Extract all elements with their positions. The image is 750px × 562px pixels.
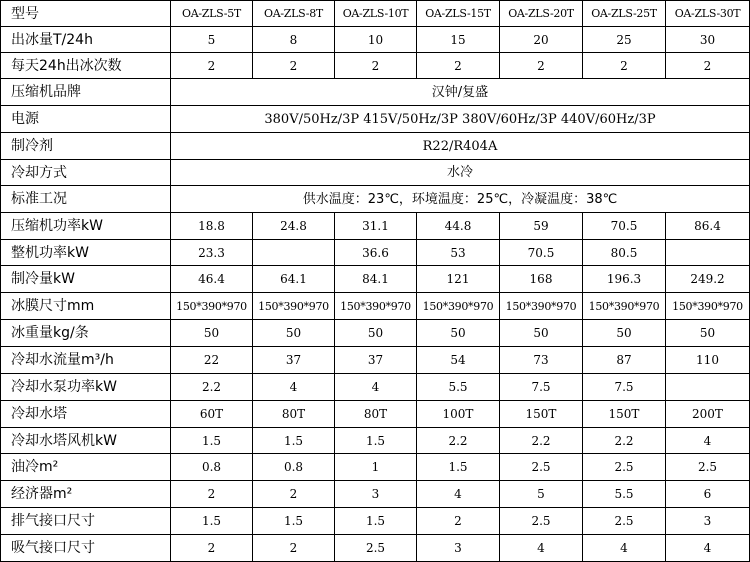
row-label-cell: 出冰量T/24h bbox=[1, 27, 171, 53]
row-label-cell: 冷却水塔风机kW bbox=[1, 428, 171, 454]
table-row bbox=[1, 53, 750, 79]
value-cell: 2 bbox=[253, 53, 335, 79]
value-cell: 0.8 bbox=[171, 454, 253, 481]
value-cell: 73 bbox=[500, 347, 583, 374]
value-cell: 249.2 bbox=[666, 266, 750, 293]
row-label-cell: 标准工况 bbox=[1, 186, 171, 213]
value-cell: 22 bbox=[171, 347, 253, 374]
model-header-cell: OA-ZLS-30T bbox=[666, 1, 750, 27]
value-cell: 7.5 bbox=[500, 374, 583, 401]
value-cell: 2 bbox=[583, 53, 666, 79]
value-cell: 20 bbox=[500, 27, 583, 53]
value-cell: 2 bbox=[253, 481, 335, 508]
value-cell: 150*390*970 bbox=[666, 293, 750, 320]
value-cell: 64.1 bbox=[253, 266, 335, 293]
value-cell: 5 bbox=[500, 481, 583, 508]
row-label-cell: 冰膜尺寸mm bbox=[1, 293, 171, 320]
table-row bbox=[1, 428, 750, 454]
merged-value-cell: 380V/50Hz/3P 415V/50Hz/3P 380V/60Hz/3P 440V/60Hz/3P bbox=[171, 106, 750, 133]
value-cell: 110 bbox=[666, 347, 750, 374]
value-cell: 5 bbox=[171, 27, 253, 53]
table-row bbox=[1, 186, 750, 213]
value-cell: 200T bbox=[666, 401, 750, 428]
value-cell: 37 bbox=[253, 347, 335, 374]
value-cell: 1.5 bbox=[171, 428, 253, 454]
value-cell: 84.1 bbox=[335, 266, 417, 293]
value-cell: 196.3 bbox=[583, 266, 666, 293]
model-header-cell: OA-ZLS-10T bbox=[335, 1, 417, 27]
value-cell: 2 bbox=[253, 535, 335, 562]
row-label-cell: 制冷剂 bbox=[1, 133, 171, 160]
value-cell: 2.2 bbox=[500, 428, 583, 454]
value-cell: 4 bbox=[666, 428, 750, 454]
row-label-cell: 冷却方式 bbox=[1, 160, 171, 186]
value-cell bbox=[253, 240, 335, 266]
value-cell: 2 bbox=[335, 53, 417, 79]
value-cell: 5.5 bbox=[583, 481, 666, 508]
value-cell: 23.3 bbox=[171, 240, 253, 266]
merged-value-cell: 供水温度：23℃，环境温度：25℃，冷凝温度：38℃ bbox=[171, 186, 750, 213]
value-cell: 1.5 bbox=[335, 428, 417, 454]
value-cell: 87 bbox=[583, 347, 666, 374]
merged-value-cell: 汉钟/复盛 bbox=[171, 79, 750, 106]
value-cell: 150*390*970 bbox=[171, 293, 253, 320]
value-cell: 25 bbox=[583, 27, 666, 53]
value-cell: 1.5 bbox=[335, 508, 417, 535]
row-label-cell: 电源 bbox=[1, 106, 171, 133]
value-cell: 18.8 bbox=[171, 213, 253, 240]
table-row bbox=[1, 266, 750, 293]
table-row bbox=[1, 535, 750, 562]
value-cell: 46.4 bbox=[171, 266, 253, 293]
value-cell: 150*390*970 bbox=[500, 293, 583, 320]
table-row bbox=[1, 213, 750, 240]
value-cell: 50 bbox=[500, 320, 583, 347]
value-cell: 10 bbox=[335, 27, 417, 53]
table-row bbox=[1, 240, 750, 266]
value-cell: 1.5 bbox=[417, 454, 500, 481]
value-cell: 2.5 bbox=[500, 508, 583, 535]
value-cell: 4 bbox=[417, 481, 500, 508]
value-cell: 2 bbox=[171, 535, 253, 562]
value-cell: 80T bbox=[253, 401, 335, 428]
table-row bbox=[1, 508, 750, 535]
value-cell: 1.5 bbox=[253, 508, 335, 535]
row-label-cell: 冷却水泵功率kW bbox=[1, 374, 171, 401]
value-cell: 50 bbox=[253, 320, 335, 347]
table-row bbox=[1, 79, 750, 106]
value-cell: 150T bbox=[583, 401, 666, 428]
table-row bbox=[1, 374, 750, 401]
value-cell: 70.5 bbox=[500, 240, 583, 266]
value-cell: 3 bbox=[417, 535, 500, 562]
value-cell: 2.2 bbox=[171, 374, 253, 401]
row-label-cell: 压缩机功率kW bbox=[1, 213, 171, 240]
value-cell: 15 bbox=[417, 27, 500, 53]
row-label-cell: 油冷m² bbox=[1, 454, 171, 481]
value-cell: 53 bbox=[417, 240, 500, 266]
value-cell: 2 bbox=[666, 53, 750, 79]
value-cell: 4 bbox=[253, 374, 335, 401]
value-cell: 50 bbox=[417, 320, 500, 347]
model-header-cell: OA-ZLS-5T bbox=[171, 1, 253, 27]
row-label-cell: 排气接口尺寸 bbox=[1, 508, 171, 535]
row-label-cell: 吸气接口尺寸 bbox=[1, 535, 171, 562]
value-cell: 2 bbox=[500, 53, 583, 79]
value-cell: 2 bbox=[171, 53, 253, 79]
value-cell: 44.8 bbox=[417, 213, 500, 240]
value-cell: 24.8 bbox=[253, 213, 335, 240]
value-cell: 2.5 bbox=[583, 508, 666, 535]
value-cell: 1.5 bbox=[171, 508, 253, 535]
value-cell: 80T bbox=[335, 401, 417, 428]
value-cell: 150*390*970 bbox=[583, 293, 666, 320]
value-cell bbox=[666, 374, 750, 401]
value-cell: 50 bbox=[583, 320, 666, 347]
row-label-cell: 整机功率kW bbox=[1, 240, 171, 266]
value-cell: 2.2 bbox=[417, 428, 500, 454]
row-label-cell: 冷却水流量m³/h bbox=[1, 347, 171, 374]
row-label-cell: 冰重量kg/条 bbox=[1, 320, 171, 347]
header-label-cell: 型号 bbox=[1, 1, 171, 27]
model-header-cell: OA-ZLS-25T bbox=[583, 1, 666, 27]
table-row bbox=[1, 293, 750, 320]
model-header-cell: OA-ZLS-15T bbox=[417, 1, 500, 27]
table-row bbox=[1, 160, 750, 186]
table-row bbox=[1, 347, 750, 374]
table-row bbox=[1, 106, 750, 133]
value-cell: 1.5 bbox=[253, 428, 335, 454]
value-cell: 37 bbox=[335, 347, 417, 374]
value-cell: 4 bbox=[583, 535, 666, 562]
value-cell: 4 bbox=[335, 374, 417, 401]
table-row bbox=[1, 481, 750, 508]
row-label-cell: 冷却水塔 bbox=[1, 401, 171, 428]
value-cell: 3 bbox=[666, 508, 750, 535]
merged-value-cell: 水冷 bbox=[171, 160, 750, 186]
value-cell: 4 bbox=[500, 535, 583, 562]
value-cell: 150T bbox=[500, 401, 583, 428]
value-cell: 86.4 bbox=[666, 213, 750, 240]
value-cell: 30 bbox=[666, 27, 750, 53]
value-cell: 121 bbox=[417, 266, 500, 293]
table-row bbox=[1, 320, 750, 347]
value-cell: 8 bbox=[253, 27, 335, 53]
table-row bbox=[1, 401, 750, 428]
value-cell: 70.5 bbox=[583, 213, 666, 240]
value-cell: 60T bbox=[171, 401, 253, 428]
value-cell bbox=[666, 240, 750, 266]
merged-value-cell: R22/R404A bbox=[171, 133, 750, 160]
value-cell: 2 bbox=[417, 508, 500, 535]
row-label-cell: 制冷量kW bbox=[1, 266, 171, 293]
value-cell: 150*390*970 bbox=[335, 293, 417, 320]
value-cell: 2.2 bbox=[583, 428, 666, 454]
value-cell: 150*390*970 bbox=[253, 293, 335, 320]
value-cell: 3 bbox=[335, 481, 417, 508]
value-cell: 59 bbox=[500, 213, 583, 240]
value-cell: 2.5 bbox=[583, 454, 666, 481]
value-cell: 50 bbox=[171, 320, 253, 347]
value-cell: 36.6 bbox=[335, 240, 417, 266]
value-cell: 2.5 bbox=[335, 535, 417, 562]
value-cell: 31.1 bbox=[335, 213, 417, 240]
value-cell: 150*390*970 bbox=[417, 293, 500, 320]
model-header-cell: OA-ZLS-8T bbox=[253, 1, 335, 27]
value-cell: 2 bbox=[171, 481, 253, 508]
table-row bbox=[1, 454, 750, 481]
value-cell: 2 bbox=[417, 53, 500, 79]
value-cell: 80.5 bbox=[583, 240, 666, 266]
value-cell: 1 bbox=[335, 454, 417, 481]
value-cell: 0.8 bbox=[253, 454, 335, 481]
table-row bbox=[1, 133, 750, 160]
row-label-cell: 经济器m² bbox=[1, 481, 171, 508]
value-cell: 7.5 bbox=[583, 374, 666, 401]
value-cell: 50 bbox=[335, 320, 417, 347]
value-cell: 4 bbox=[666, 535, 750, 562]
value-cell: 2.5 bbox=[500, 454, 583, 481]
row-label-cell: 压缩机品牌 bbox=[1, 79, 171, 106]
table-row bbox=[1, 27, 750, 53]
row-label-cell: 每天24h出冰次数 bbox=[1, 53, 171, 79]
model-header-cell: OA-ZLS-20T bbox=[500, 1, 583, 27]
value-cell: 50 bbox=[666, 320, 750, 347]
value-cell: 100T bbox=[417, 401, 500, 428]
table-header-row bbox=[1, 1, 750, 27]
value-cell: 5.5 bbox=[417, 374, 500, 401]
value-cell: 54 bbox=[417, 347, 500, 374]
value-cell: 6 bbox=[666, 481, 750, 508]
value-cell: 2.5 bbox=[666, 454, 750, 481]
value-cell: 168 bbox=[500, 266, 583, 293]
